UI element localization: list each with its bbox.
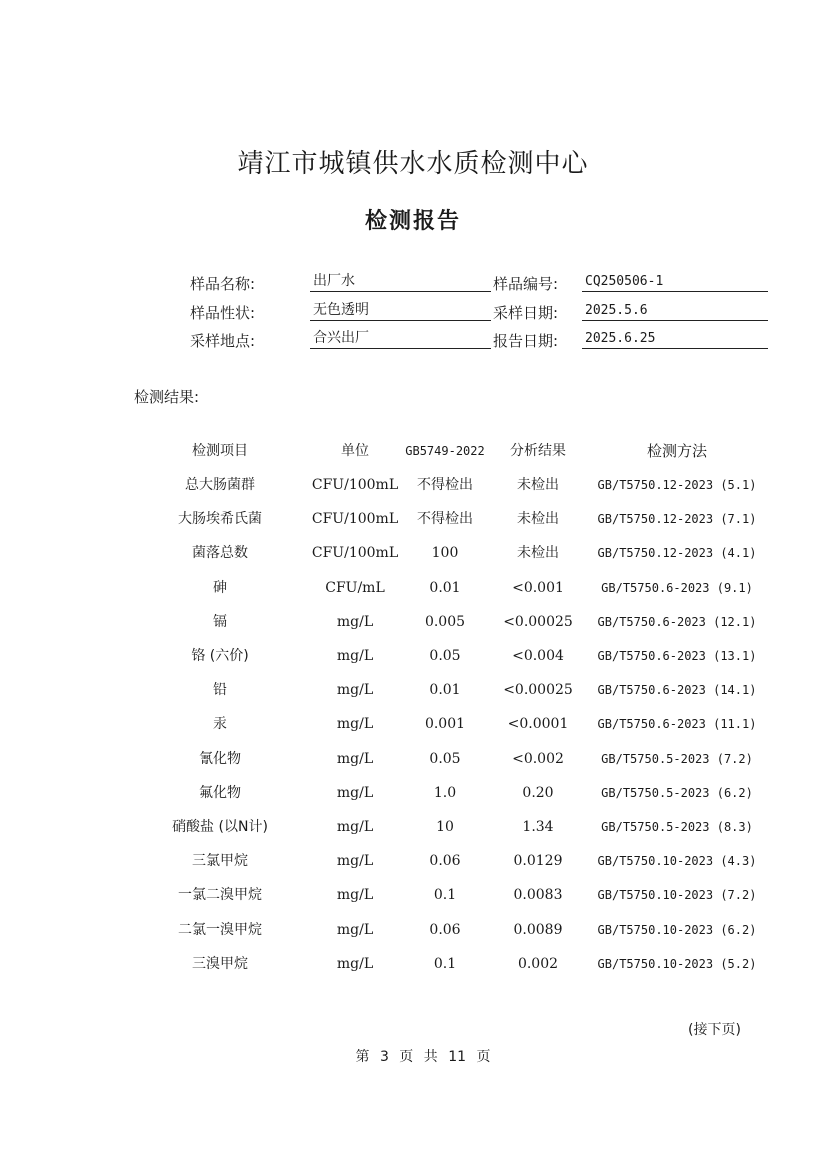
- results-label: 检测结果:: [134, 388, 200, 406]
- row-6-unit: mg/L: [336, 648, 374, 664]
- row-10-analysis-result: 0.20: [522, 785, 554, 801]
- row-9-analysis-result: <0.002: [512, 751, 564, 767]
- row-5-standard-limit: 0.005: [424, 614, 466, 630]
- page-number: 第 3 页 共 11 页: [355, 1049, 491, 1065]
- row-6-test-item: 铬 (六价): [191, 648, 249, 664]
- row-8-unit: mg/L: [336, 716, 374, 732]
- row-11-unit: mg/L: [336, 819, 374, 835]
- row-2-unit: CFU/100mL: [311, 511, 399, 527]
- sample-appearance-label: 样品性状:: [190, 304, 256, 322]
- row-8-test-method: GB/T5750.6-2023 (11.1): [597, 717, 757, 731]
- row-12-test-item: 三氯甲烷: [192, 853, 248, 869]
- row-15-analysis-result: 0.002: [517, 956, 559, 972]
- row-13-standard-limit: 0.1: [433, 887, 457, 903]
- row-2-standard-limit: 不得检出: [417, 511, 473, 527]
- row-6-test-method: GB/T5750.6-2023 (13.1): [597, 649, 757, 663]
- row-8-standard-limit: 0.001: [424, 716, 466, 732]
- report-title: 检测报告: [364, 209, 461, 234]
- row-14-test-item: 二氯一溴甲烷: [178, 922, 262, 938]
- sample-name-value: 出厂水: [310, 272, 491, 292]
- row-10-unit: mg/L: [336, 785, 374, 801]
- sampling-site-label: 采样地点:: [190, 332, 256, 350]
- row-3-analysis-result: 未检出: [517, 545, 559, 561]
- row-1-analysis-result: 未检出: [517, 477, 559, 493]
- row-6-standard-limit: 0.05: [429, 648, 461, 664]
- row-3-test-method: GB/T5750.12-2023 (4.1): [597, 546, 757, 560]
- row-3-unit: CFU/100mL: [311, 545, 399, 561]
- row-1-test-method: GB/T5750.12-2023 (5.1): [597, 478, 757, 492]
- row-15-standard-limit: 0.1: [433, 956, 457, 972]
- row-1-unit: CFU/100mL: [311, 477, 399, 493]
- row-1-standard-limit: 不得检出: [417, 477, 473, 493]
- row-15-unit: mg/L: [336, 956, 374, 972]
- row-13-test-method: GB/T5750.10-2023 (7.2): [597, 888, 757, 902]
- row-7-test-item: 铅: [213, 682, 227, 698]
- row-8-test-item: 汞: [213, 716, 227, 732]
- row-14-unit: mg/L: [336, 922, 374, 938]
- organization-title: 靖江市城镇供水水质检测中心: [237, 149, 589, 179]
- row-4-test-item: 砷: [213, 580, 227, 596]
- row-2-analysis-result: 未检出: [517, 511, 559, 527]
- row-5-unit: mg/L: [336, 614, 374, 630]
- row-1-test-item: 总大肠菌群: [185, 477, 255, 493]
- row-7-test-method: GB/T5750.6-2023 (14.1): [597, 683, 757, 697]
- sample-appearance-value: 无色透明: [310, 301, 491, 321]
- row-11-test-item: 硝酸盐 (以N计): [172, 819, 268, 835]
- row-7-analysis-result: <0.00025: [503, 682, 573, 698]
- row-10-test-method: GB/T5750.5-2023 (6.2): [601, 786, 753, 800]
- sampling-site-value: 合兴出厂: [310, 329, 491, 349]
- row-11-test-method: GB/T5750.5-2023 (8.3): [601, 820, 753, 834]
- row-3-standard-limit: 100: [431, 545, 459, 561]
- sampling-date-label: 采样日期:: [493, 304, 559, 322]
- row-15-test-item: 三溴甲烷: [192, 956, 248, 972]
- row-12-analysis-result: 0.0129: [513, 853, 563, 869]
- row-4-analysis-result: <0.001: [512, 580, 564, 596]
- row-5-test-item: 镉: [213, 614, 227, 630]
- continue-note: (接下页): [688, 1022, 741, 1038]
- row-8-analysis-result: <0.0001: [507, 716, 569, 732]
- row-12-unit: mg/L: [336, 853, 374, 869]
- header-result: 分析结果: [510, 443, 566, 459]
- row-5-analysis-result: <0.00025: [503, 614, 573, 630]
- row-14-test-method: GB/T5750.10-2023 (6.2): [597, 923, 757, 937]
- row-13-analysis-result: 0.0083: [513, 887, 563, 903]
- header-item: 检测项目: [192, 443, 248, 459]
- row-14-standard-limit: 0.06: [429, 922, 461, 938]
- row-12-test-method: GB/T5750.10-2023 (4.3): [597, 854, 757, 868]
- row-13-test-item: 一氯二溴甲烷: [178, 887, 262, 903]
- header-method: 检测方法: [646, 442, 707, 460]
- row-2-test-item: 大肠埃希氏菌: [178, 511, 262, 527]
- row-9-test-item: 氰化物: [199, 751, 241, 767]
- header-unit: 单位: [341, 443, 369, 459]
- row-10-standard-limit: 1.0: [433, 785, 457, 801]
- row-7-unit: mg/L: [336, 682, 374, 698]
- row-4-test-method: GB/T5750.6-2023 (9.1): [601, 581, 753, 595]
- row-11-analysis-result: 1.34: [522, 819, 554, 835]
- row-15-test-method: GB/T5750.10-2023 (5.2): [597, 957, 757, 971]
- report-date-value: 2025.6.25: [582, 329, 768, 349]
- row-3-test-item: 菌落总数: [192, 545, 248, 561]
- header-standard: GB5749-2022: [405, 444, 485, 458]
- row-7-standard-limit: 0.01: [429, 682, 461, 698]
- row-5-test-method: GB/T5750.6-2023 (12.1): [597, 615, 757, 629]
- row-4-standard-limit: 0.01: [429, 580, 461, 596]
- row-11-standard-limit: 10: [436, 819, 454, 835]
- row-4-unit: CFU/mL: [325, 580, 385, 596]
- sample-name-label: 样品名称:: [190, 275, 256, 293]
- report-date-label: 报告日期:: [493, 332, 559, 350]
- sample-id-value: CQ250506-1: [582, 272, 768, 292]
- row-10-test-item: 氟化物: [199, 785, 241, 801]
- row-2-test-method: GB/T5750.12-2023 (7.1): [597, 512, 757, 526]
- sample-id-label: 样品编号:: [493, 275, 559, 293]
- row-14-analysis-result: 0.0089: [513, 922, 563, 938]
- row-12-standard-limit: 0.06: [429, 853, 461, 869]
- row-6-analysis-result: <0.004: [512, 648, 564, 664]
- sampling-date-value: 2025.5.6: [582, 301, 768, 321]
- row-9-test-method: GB/T5750.5-2023 (7.2): [601, 752, 753, 766]
- row-13-unit: mg/L: [336, 887, 374, 903]
- row-9-standard-limit: 0.05: [429, 751, 461, 767]
- row-9-unit: mg/L: [336, 751, 374, 767]
